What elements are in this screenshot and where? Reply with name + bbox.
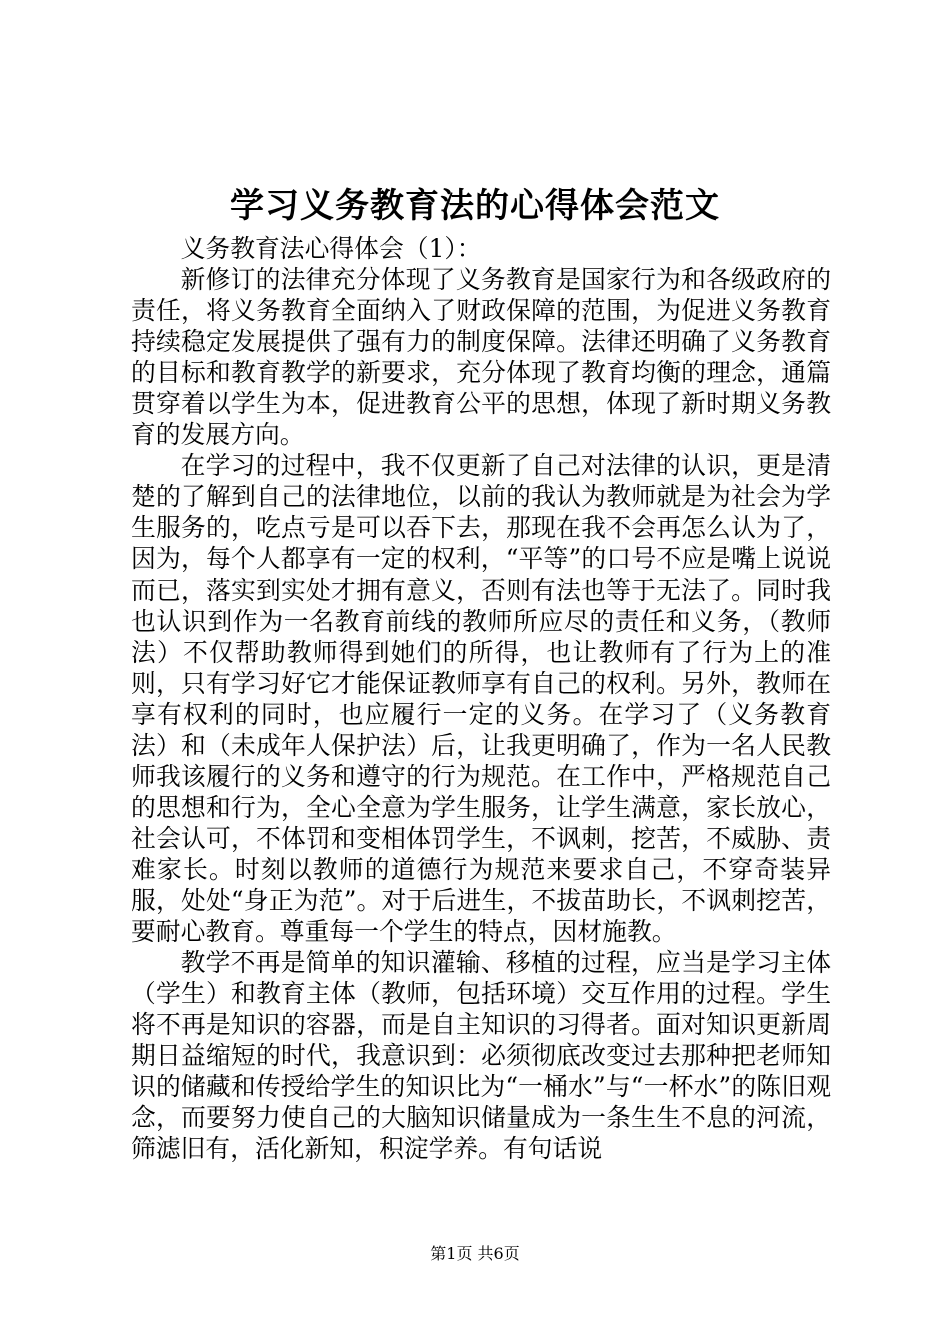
- paragraph-1: 新修订的法律充分体现了义务教育是国家行为和各级政府的责任，将义务教育全面纳入了财政保障的范围，为促进义务教育持续稳定发展提供了强有力的制度保障。法律还明确了义务教育的目标和教育教学的新要求，充分体现了教育均衡的理念，通篇贯穿着以学生为本，促进教育公平的思想，体现了新时期义务教育的发展方向。: [131, 265, 831, 450]
- paragraph-3: 教学不再是简单的知识灌输、移植的过程，应当是学习主体（学生）和教育主体（教师，包括环境）交互作用的过程。学生将不再是知识的容器，而是自主知识的习得者。面对知识更新周期日益缩短的时代，我意识到：必须彻底改变过去那种把老师知识的储藏和传授给学生的知识比为“一桶水”与“一杯水”的陈旧观念，而要努力使自己的大脑知识储量成为一条生生不息的河流，筛滤旧有，活化新知，积淀学养。有句话说: [131, 948, 831, 1164]
- page-footer: 第1页 共6页: [430, 1244, 520, 1263]
- document-body: [131, 233, 831, 1164]
- subheading: 义务教育法心得体会（1）：: [180, 234, 482, 263]
- paragraph-2: 在学习的过程中，我不仅更新了自己对法律的认识，更是清楚的了解到自己的法律地位，以前的我认为教师就是为社会为学生服务的，吃点亏是可以吞下去，那现在我不会再怎么认为了，因为，每个人都享有一定的权利，“平等”的口号不应是嘴上说说而已，落实到实处才拥有意义，否则有法也等于无法了。同时我也认识到作为一名教育前线的教师所应尽的责任和义务，（教师法）不仅帮助教师得到她们的所得，也让教师有了行为上的准则，只有学习好它才能保证教师享有自己的权利。另外，教师在享有权利的同时，也应履行一定的义务。在学习了（义务教育法）和（未成年人保护法）后，让我更明确了，作为一名人民教师我该履行的义务和遵守的行为规范。在工作中，严格规范自己的思想和行为，全心全意为学生服务，让学生满意，家长放心，社会认可，不体罚和变相体罚学生，不讽刺，挖苦，不威胁、责难家长。时刻以教师的道德行为规范来要求自己，不穿奇装异服，处处“身正为范”。对于后进生，不拔苗助长，不讽刺挖苦，要耐心教育。尊重每一个学生的特点，因材施教。: [131, 451, 831, 947]
- document-title: 学习义务教育法的心得体会范文: [230, 186, 720, 226]
